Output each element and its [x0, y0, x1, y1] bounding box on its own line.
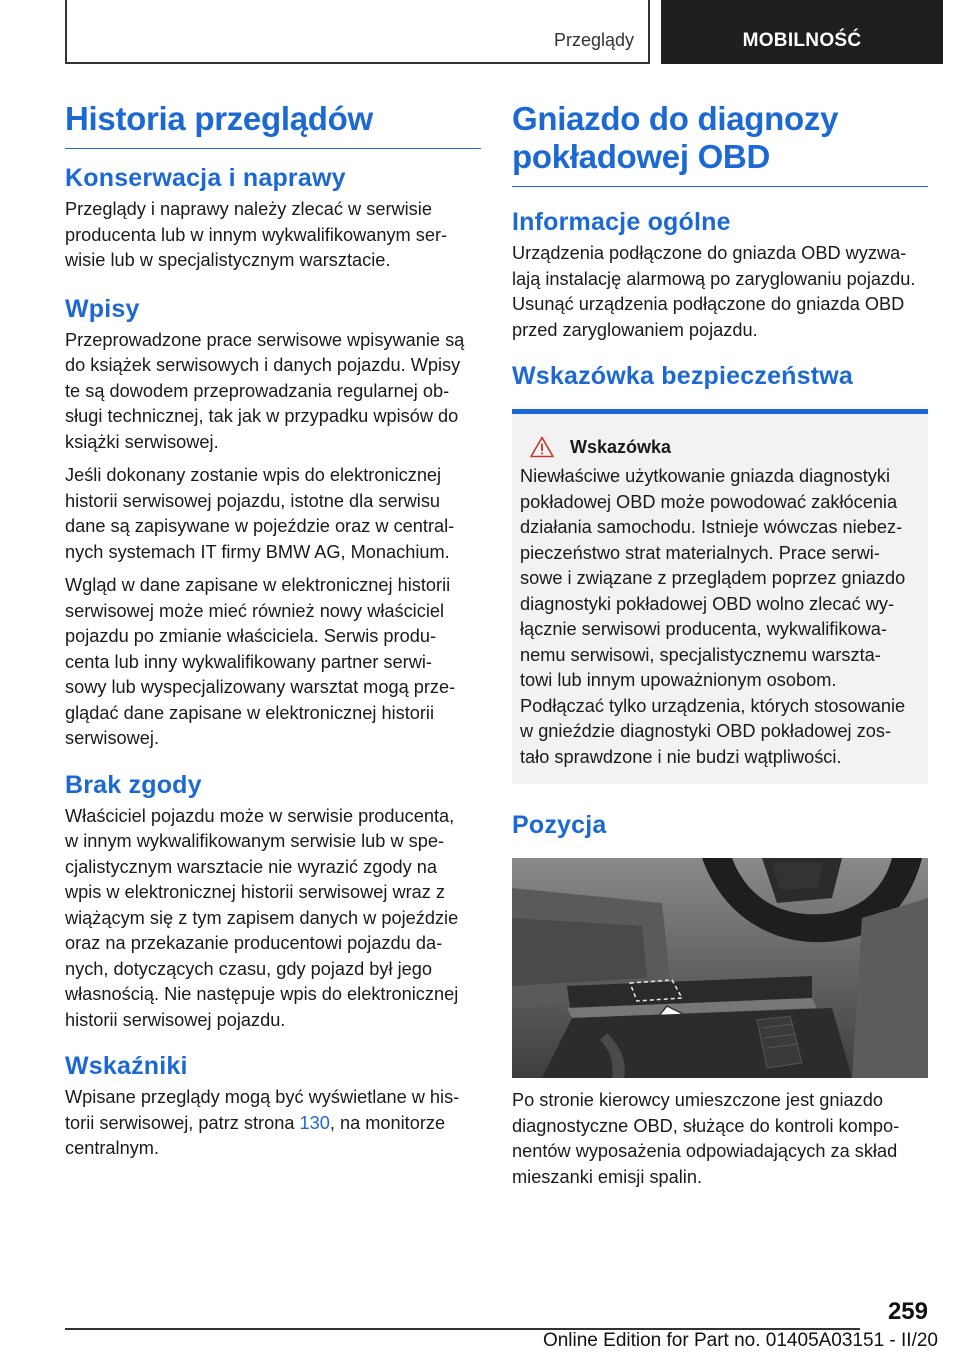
- paragraph-entries-1: Przeprowadzone prace serwisowe wpisywanie są do książek serwisowych i danych pojazdu. Wpisy te są dowodem przeprowadzania regularnej ob‐ sługi technicznej, tak jak w przypadku wpisów do książki serwisowej.: [65, 329, 465, 452]
- paragraph-general: Urządzenia podłączone do gniazda OBD wyzwa‐ lają instalację alarmową po zaryglowaniu pojazdu. Usunąć urządzenia podłączone do gniazda OBD przed zaryglowaniem pojazdu.: [512, 243, 916, 340]
- obd-position-photo: [512, 858, 928, 1078]
- page-title-right: Gniazdo do diagnozy pokładowej OBD: [512, 100, 928, 187]
- paragraph-entries-2: Jeśli dokonany zostanie wpis do elektronicznej historii serwisowej pojazdu, istotne dla serwisu dane są zapisywane w pojeździe oraz w central‐ nych systemach IT firmy BMW AG, Monachium.: [65, 465, 455, 562]
- page-number: 259: [887, 1298, 928, 1325]
- displays-text-after: , na monitorze centralnym.: [65, 1112, 446, 1158]
- warning-header: [520, 436, 920, 458]
- paragraph-no-consent: Właściciel pojazdu może w serwisie producenta, w innym wykwalifikowanym serwisie lub w spe‐ cjalistycznym warsztacie nie wyrazić zgody na wpis w elektronicznej historii serwisowej wraz z wiążącym się z tym zapisem danych w pojeździe oraz na przekazanie producentowi pojazdu da‐ nych, dotyczących czasu, gdy pojazd był jego własnością. Nie następuje wpis do elektronicznej historii serwisowej pojazdu.: [65, 805, 459, 1030]
- heading-no-consent: Brak zgody: [65, 770, 202, 799]
- right-column: [512, 100, 928, 1198]
- warning-text: Niewłaściwe użytkowanie gniazda diagnostyki pokładowej OBD może powodować zakłócenia działania samochodu. Istnieje wówczas niebez‐ pieczeństwo strat materialnych. Prace serwi‐ sowe i związane z przeglądem poprzez gniazdo diagnostyki pokładowej OBD wolno zlecać wy‐ łącznie serwisowi producenta, wykwalifikowa‐ nemu serwisowi, specjalistycznemu warszta‐ towi lub innym upoważnionym osobom. Podłączać tylko urządzenia, których stosowanie w gnieździe diagnostyki OBD pokładowej zos‐ tało sprawdzone i nie budzi wątpliwości.: [520, 466, 906, 767]
- left-column: [65, 100, 481, 1170]
- displays-text-before: Wpisane przeglądy mogą być wyświetlane w his‐ torii serwisowej, patrz strona: [65, 1087, 460, 1133]
- header-section-title: Przeglądy: [553, 30, 634, 50]
- heading-general: Informacje ogólne: [512, 208, 731, 236]
- header-chapter-tab: MOBILNOŚĆ: [661, 0, 943, 64]
- paragraph-position: Po stronie kierowcy umieszczone jest gniazdo diagnostyczne OBD, służące do kontroli kompo‐ nentów wyposażenia odpowiadających za skład mieszanki emisji spalin.: [512, 1090, 900, 1187]
- heading-maintenance: Konserwacja i naprawy: [65, 164, 346, 192]
- footer-edition: Online Edition for Part no. 01405A03151 - II/20: [542, 1330, 938, 1351]
- heading-safety: Wskazówka bezpieczeństwa: [512, 362, 854, 390]
- page-title-left: Historia przeglądów: [65, 100, 481, 149]
- warning-title: Wskazówka: [570, 436, 672, 457]
- heading-entries: Wpisy: [65, 294, 140, 323]
- warning-box: [512, 409, 928, 784]
- paragraph-entries-3: Wgląd w dane zapisane w elektronicznej historii serwisowej może mieć również nowy właściciel pojazdu po zmianie właściciela. Serwis produ‐ centa lub inny wykwalifikowany partner serwi‐ sowy lub wyspecjalizowany warsztat mogą prze‐ glądać dane zapisane w elektronicznej historii serwisowej.: [65, 575, 456, 748]
- header-frame: [65, 0, 650, 64]
- page-link-130[interactable]: 130: [299, 1112, 330, 1133]
- heading-position: Pozycja: [512, 811, 607, 839]
- paragraph-maintenance: Przeglądy i naprawy należy zlecać w serwisie producenta lub w innym wykwalifikowanym ser‐ wisie lub w specjalistycznym warsztacie.: [65, 199, 448, 270]
- warning-triangle-icon: [530, 436, 554, 458]
- heading-displays: Wskaźniki: [65, 1052, 188, 1080]
- obd-illustration: [512, 858, 928, 1078]
- paragraph-displays: [65, 1085, 481, 1162]
